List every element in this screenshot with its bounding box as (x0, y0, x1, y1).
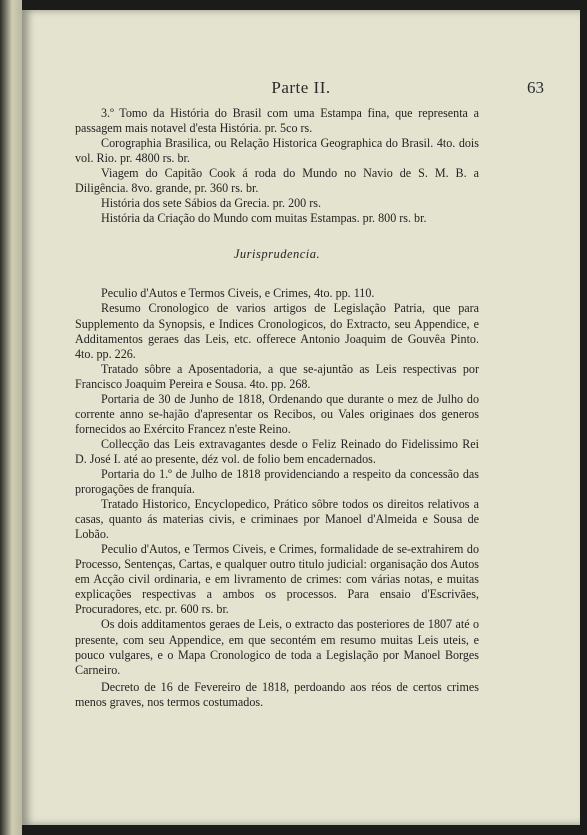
binding-edge (0, 0, 22, 835)
law-entry: Tratado sôbre a Aposentadoria, a que se-ajuntão as Leis respectivas por Francisco Joaquim Pereira e Sousa. 4to. pp. 268. (75, 361, 479, 391)
section-heading: Jurisprudencia. (233, 247, 321, 262)
book-entry: Viagem do Capitão Cook á roda do Mundo no Navio de S. M. B. a Diligência. 8vo. grande, pr. 360 rs. br. (75, 166, 479, 196)
running-header (22, 78, 580, 100)
law-entry: Os dois additamentos geraes de Leis, o extracto das posteriores de 1807 até o presente, com seu Appendice, em que secontém em resumo muitas Leis uteis, e pouco vulgares, e o Mapa Cronologico de toda a Legislação por Manoel Borges Carneiro. (75, 617, 479, 677)
book-entry: História da Criação do Mundo com muitas Estampas. pr. 800 rs. br. (101, 211, 427, 226)
law-entry: Decreto de 16 de Fevereiro de 1818, perdoando aos réos de certos crimes menos graves, nos termos costumados. (75, 679, 479, 709)
law-entry: Collecção das Leis extravagantes desde o Feliz Reinado do Fidelissimo Rei D. José I. até ao presente, déz vol. de folio bem encadernados. (75, 436, 479, 466)
law-entry: Peculio d'Autos e Termos Civeis, e Crimes, 4to. pp. 110. (101, 286, 375, 301)
book-entry: 3.º Tomo da História do Brasil com uma Estampa fina, que representa a passagem mais notavel d'esta História. pr. 5co rs. (75, 106, 479, 136)
book-page (22, 10, 580, 825)
page-number: 63 (527, 78, 544, 97)
law-entry: Resumo Cronologico de varios artigos de Legislação Patria, que para Supplemento da Synopsis, e Indices Cronologicos, do Extracto, seu Appendice, e Additamentos geraes das Leis, etc. offerece Antonio Joaquim de Gouvêa Pinto. 4to. pp. 226. (75, 301, 479, 361)
part-title: Parte II. (271, 78, 331, 97)
body-text (75, 106, 479, 710)
law-entry: Portaria de 30 de Junho de 1818, Ordenando que durante o mez de Julho do corrente anno se-hajão d'apresentar os Recibos, ou Vales originaes dos generos fornecidos ao Exército Francez n'este Reino. (75, 391, 479, 436)
law-entry: Portaria do 1.º de Julho de 1818 providenciando a respeito da concessão das prorogações de franquía. (75, 466, 479, 497)
law-entry: Peculio d'Autos, e Termos Civeis, e Crimes, formalidade de se-extrahirem do Processo, Sentenças, Cartas, e qualquer outro titulo judicial: organisação dos Autos em Acção civil ordinaria, e em livramento de crimes: com várias notas, e muitas explicações respectivas a ambos os processos. Para ensaio d'Escrivães, Procuradores, etc. pr. 600 rs. br. (75, 542, 479, 617)
book-entry: História dos sete Sábios da Grecia. pr. 200 rs. (101, 196, 321, 211)
book-entry: Corographia Brasilica, ou Relação Historica Geographica do Brasil. 4to. dois vol. Rio. pr. 4800 rs. br. (75, 136, 479, 166)
law-entry: Tratado Historico, Encyclopedico, Prático sôbre todos os direitos relativos a casas, quanto ás materias civis, e criminaes por Manoel d'Almeida e Sousa de Lobão. (75, 497, 479, 542)
